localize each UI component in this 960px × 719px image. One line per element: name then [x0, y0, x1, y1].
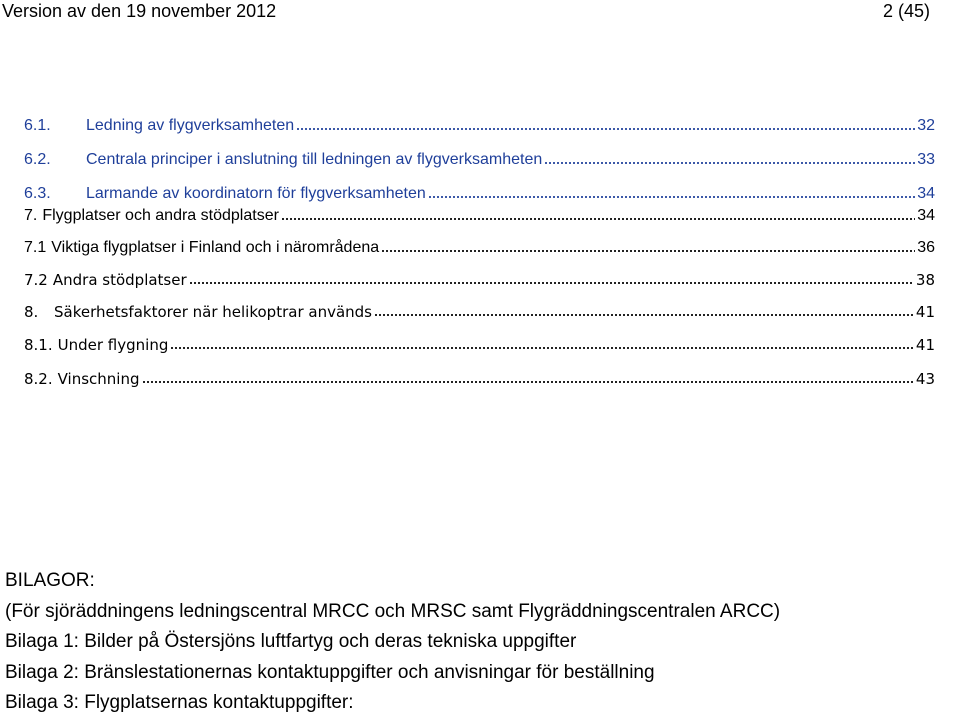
toc-entry-8-2[interactable]: [24, 365, 935, 389]
toc-page: 36: [917, 239, 935, 256]
toc-leader-dots: [281, 216, 915, 222]
toc-number: 7.: [24, 207, 38, 224]
toc-page: 41: [915, 303, 935, 321]
appendix-section: [5, 566, 955, 719]
toc-title: Viktiga flygplatser i Finland och i närområdena: [51, 239, 380, 256]
toc-entry-6-1[interactable]: [24, 112, 935, 136]
page-number: 2 (45): [882, 1, 930, 21]
toc-entry-7-1[interactable]: [24, 234, 935, 258]
toc-number: 6.3.: [24, 185, 51, 202]
toc-page: 32: [917, 117, 935, 134]
toc-number: 8.2.: [24, 370, 53, 388]
toc-title: Under flygning: [57, 336, 169, 354]
toc-entry-7-2[interactable]: [24, 266, 935, 290]
toc-number: 7.2: [24, 271, 48, 289]
toc-number: 8.1.: [24, 336, 53, 354]
toc-title: Flygplatser och andra stödplatser: [42, 207, 279, 224]
toc-leader-dots: [374, 312, 914, 318]
toc-entry-8[interactable]: [24, 298, 935, 322]
toc-page: 33: [917, 151, 935, 168]
toc-title: Ledning av flygverksamheten: [86, 117, 295, 134]
toc-title: Vinschning: [57, 370, 140, 388]
toc-leader-dots: [189, 280, 914, 286]
appendix-heading: BILAGOR:: [5, 570, 95, 591]
toc-number: 6.2.: [24, 151, 51, 168]
version-text: Version av den 19 november 2012: [2, 1, 277, 21]
appendix-item: Bilaga 3: Flygplatsernas kontaktuppgifter:: [5, 692, 354, 713]
toc-title: Säkerhetsfaktorer när helikoptrar används: [54, 303, 372, 321]
toc-number: 7.1: [24, 239, 47, 256]
toc-page: 38: [915, 271, 935, 289]
toc-number: 8.: [24, 303, 39, 321]
appendix-note: (För sjöräddningens ledningscentral MRCC och MRSC samt Flygräddningscentralen ARCC): [5, 600, 781, 622]
toc-page: 34: [917, 207, 935, 224]
toc-leader-dots: [381, 248, 915, 254]
toc-page: 41: [915, 336, 935, 354]
toc-leader-dots: [142, 379, 914, 385]
appendix-item: Bilaga 2: Bränslestationernas kontaktuppgifter och anvisningar för beställning: [5, 661, 655, 683]
toc-page: 43: [915, 370, 935, 388]
toc-entry-6-2[interactable]: [24, 146, 935, 170]
toc-entry-6-3[interactable]: [24, 180, 935, 204]
toc-title: Centrala principer i anslutning till ledningen av flygverksamheten: [86, 151, 543, 168]
toc-leader-dots: [428, 194, 915, 200]
page-header: [0, 0, 960, 30]
toc-page: 34: [917, 185, 935, 202]
toc-entry-7[interactable]: [24, 202, 935, 226]
toc-number: 6.1.: [24, 117, 51, 134]
appendix-item: Bilaga 1: Bilder på Östersjöns luftfartyg och deras tekniska uppgifter: [5, 631, 577, 652]
toc-leader-dots: [296, 126, 915, 132]
toc-leader-dots: [544, 160, 915, 166]
toc-title: Larmande av koordinatorn för flygverksamheten: [86, 185, 426, 202]
toc-leader-dots: [170, 345, 914, 351]
toc-entry-8-1[interactable]: [24, 331, 935, 355]
toc-title: Andra stödplatser: [52, 271, 187, 289]
